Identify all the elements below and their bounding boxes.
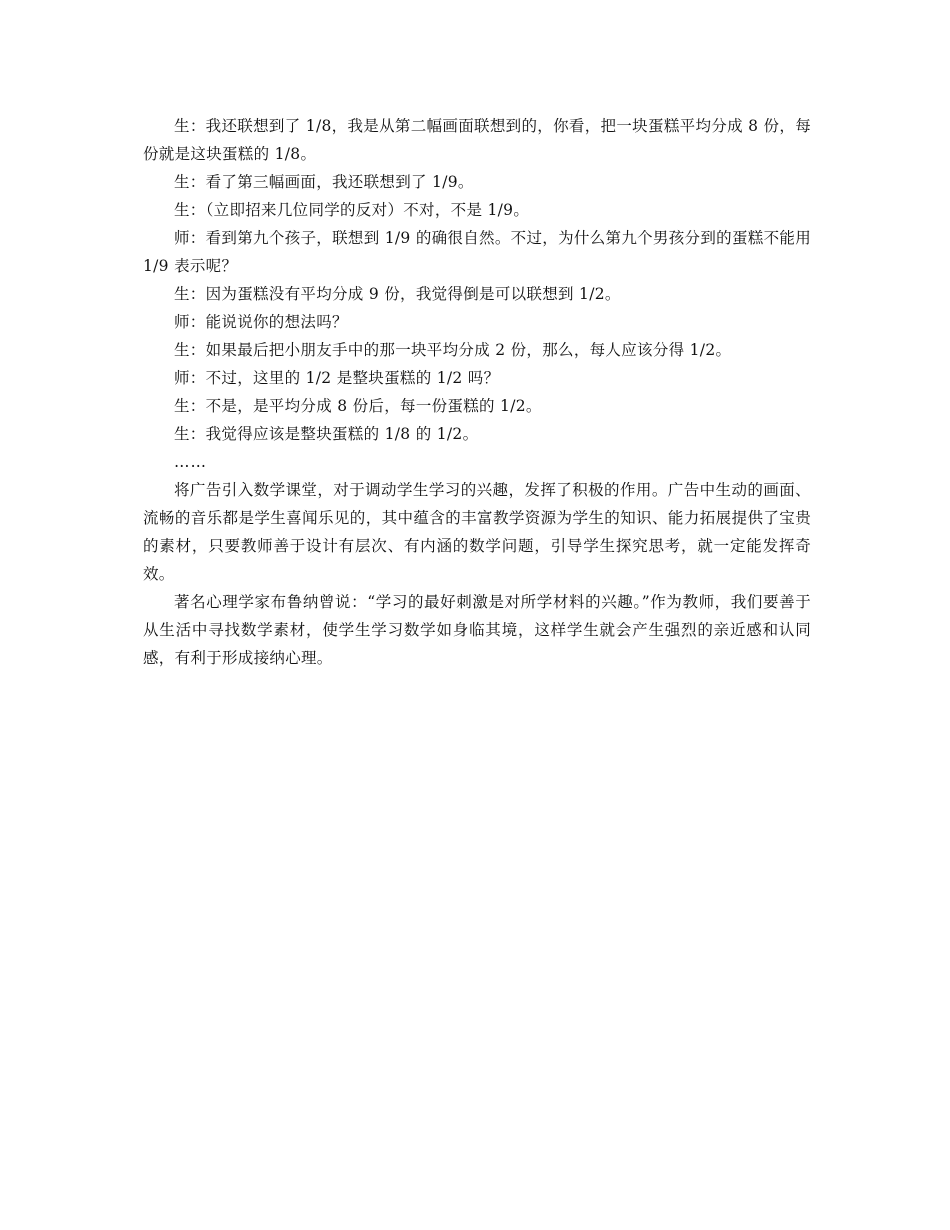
dialogue-line: 生：我觉得应该是整块蛋糕的 1/8 的 1/2。 (174, 425, 479, 443)
dialogue-line: 师：看到第九个孩子，联想到 1/9 的确很自然。不过，为什么第九个男孩分到的蛋糕不能用 1/9 表示呢？ (143, 229, 811, 275)
dialogue-line: 生：如果最后把小朋友手中的那一块平均分成 2 份，那么，每人应该分得 1/2。 (174, 341, 732, 359)
body-paragraph: 将广告引入数学课堂，对于调动学生学习的兴趣，发挥了积极的作用。广告中生动的画面、流畅的音乐都是学生喜闻乐见的，其中蕴含的丰富教学资源为学生的知识、能力拓展提供了宝贵的素材，只要教师善于设计有层次、有内涵的数学问题，引导学生探究思考，就一定能发挥奇效。 (143, 481, 811, 583)
dialogue-line: 生：（立即招来几位同学的反对）不对，不是 1/9。 (174, 201, 530, 219)
body-paragraph: 著名心理学家布鲁纳曾说：“学习的最好刺激是对所学材料的兴趣。”作为教师，我们要善于从生活中寻找数学素材，使学生学习数学如身临其境，这样学生就会产生强烈的亲近感和认同感，有利于形成接纳心理。 (143, 593, 811, 667)
ellipsis-line: …… (174, 453, 207, 471)
dialogue-line: 生：我还联想到了 1/8，我是从第二幅画面联想到的，你看，把一块蛋糕平均分成 8 份，每份就是这块蛋糕的 1/8。 (143, 117, 811, 163)
dialogue-line: 师：能说说你的想法吗？ (174, 313, 348, 331)
dialogue-line: 生：看了第三幅画面，我还联想到了 1/9。 (174, 173, 474, 191)
dialogue-line: 生：因为蛋糕没有平均分成 9 份，我觉得倒是可以联想到 1/2。 (174, 285, 621, 303)
dialogue-line: 师：不过，这里的 1/2 是整块蛋糕的 1/2 吗？ (174, 369, 500, 387)
document-body (143, 112, 811, 672)
dialogue-line: 生：不是，是平均分成 8 份后，每一份蛋糕的 1/2。 (174, 397, 542, 415)
